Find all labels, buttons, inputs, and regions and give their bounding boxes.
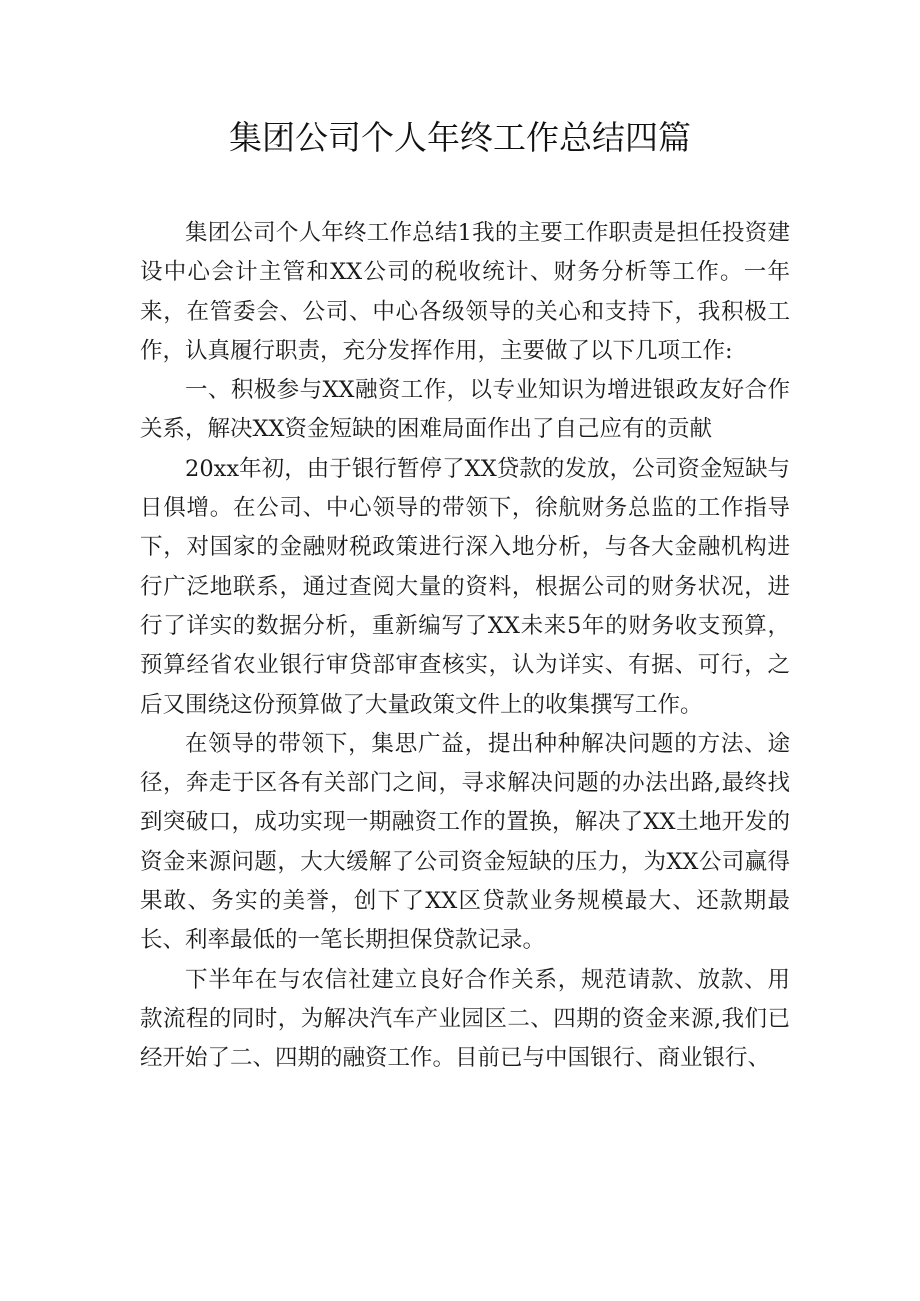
paragraph: 20xx年初，由于银行暂停了XX贷款的发放，公司资金短缺与日俱增。在公司、中心领导的带领下，徐航财务总监的工作指导下，对国家的金融财税政策进行深入地分析，与各大金融机构进行广泛地联系，通过查阅大量的资料，根据公司的财务状况，进行了详实的数据分析，重新编写了XX未来5年的财务收支预算，预算经省农业银行审贷部审查核实，认为详实、有据、可行，之后又围绕这份预算做了大量政策文件上的收集撰写工作。 <box>140 455 790 718</box>
document-body <box>140 214 790 1079</box>
paragraph: 下半年在与农信社建立良好合作关系，规范请款、放款、用款流程的同时，为解决汽车产业园区二、四期的资金来源,我们已经开始了二、四期的融资工作。目前已与中国银行、商业银行、 <box>140 966 790 1072</box>
paragraph: 在领导的带领下，集思广益，提出种种解决问题的方法、途径，奔走于区各有关部门之间，寻求解决问题的办法出路,最终找到突破口，成功实现一期融资工作的置换，解决了XX土地开发的资金来源问题，大大缓解了公司资金短缺的压力，为XX公司赢得果敢、务实的美誉，创下了XX区贷款业务规模最大、还款期最长、利率最低的一笔长期担保贷款记录。 <box>140 730 790 954</box>
document-title: 集团公司个人年终工作总结四篇 <box>229 118 691 157</box>
paragraph: 一、积极参与XX融资工作，以专业知识为增进银政友好合作关系，解决XX资金短缺的困难局面作出了自己应有的贡献 <box>140 377 790 443</box>
paragraph: 集团公司个人年终工作总结1我的主要工作职责是担任投资建设中心会计主管和XX公司的税收统计、财务分析等工作。一年来，在管委会、公司、中心各级领导的关心和支持下，我积极工作，认真履行职责，充分发挥作用，主要做了以下几项工作: <box>140 220 790 364</box>
